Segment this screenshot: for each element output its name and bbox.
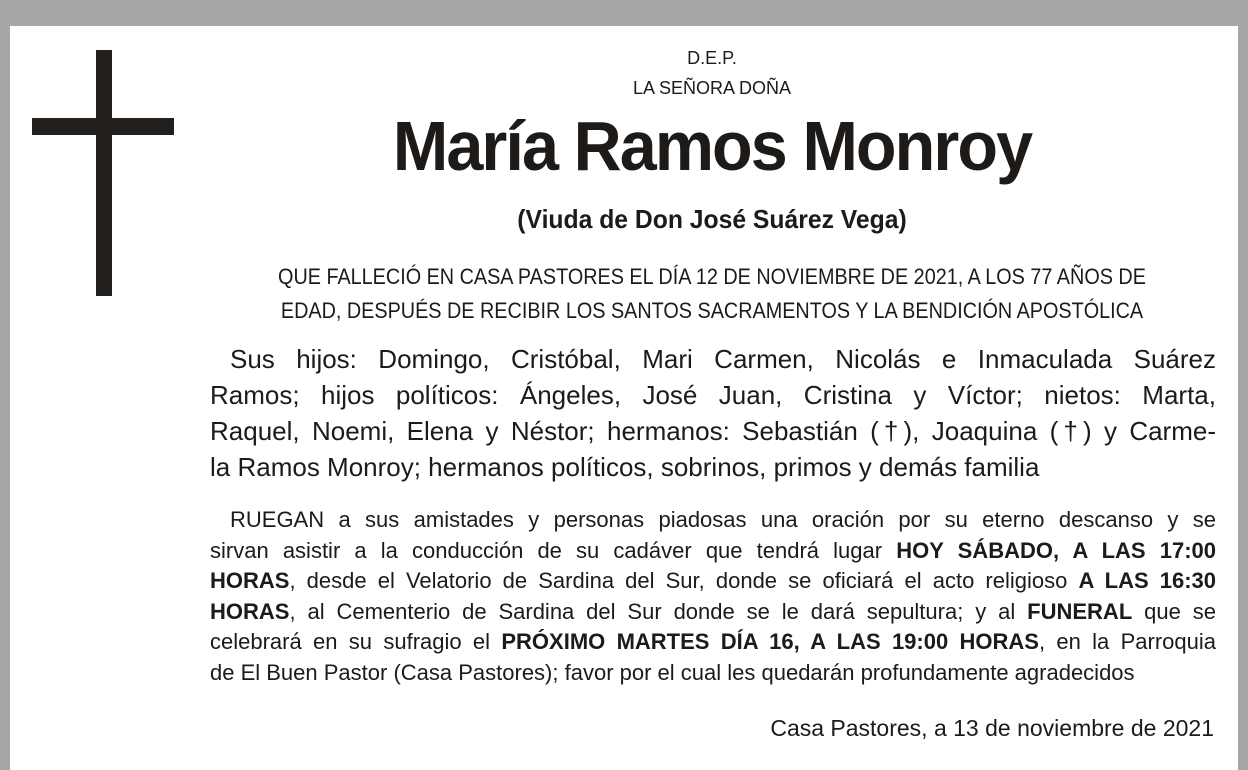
family-line: la Ramos Monroy; hermanos políticos, sobrinos, primos y demás familia xyxy=(210,452,1040,482)
family-paragraph xyxy=(210,342,1216,486)
request-line: HORAS, al Cementerio de Sardina del Sur donde se le dará sepultura; y al FUNERAL que se xyxy=(210,598,1216,624)
dep-heading: D.E.P. xyxy=(687,48,737,68)
family-line: Sus hijos: Domingo, Cristóbal, Mari Carmen, Nicolás e Inmaculada Suárez xyxy=(230,344,1216,374)
request-line: celebrará en su sufragio el PRÓXIMO MARTES DÍA 16, A LAS 19:00 HORAS, en la Parroquia xyxy=(210,629,1216,654)
request-line: sirvan asistir a la conducción de su cadáver que tendrá lugar HOY SÁBADO, A LAS 17:00 xyxy=(210,537,1216,563)
request-line: RUEGAN a sus amistades y personas piadosas una oración por su eterno descanso y se xyxy=(230,507,1216,532)
deceased-name: María Ramos Monroy xyxy=(392,107,1032,185)
latin-cross-icon xyxy=(96,50,112,296)
honorific: LA SEÑORA DOÑA xyxy=(632,78,792,98)
death-notice-line-2: EDAD, DESPUÉS DE RECIBIR LOS SANTOS SACRAMENTOS Y LA BENDICIÓN APOSTÓLICA xyxy=(280,298,1144,323)
family-line: Raquel, Noemi, Elena y Néstor; hermanos: Sebastián (†), Joaquina (†) y Carme- xyxy=(210,416,1216,446)
place-date: Casa Pastores, a 13 de noviembre de 2021 xyxy=(770,715,1214,741)
death-notice-line-1: QUE FALLECIÓ EN CASA PASTORES EL DÍA 12 DE NOVIEMBRE DE 2021, A LOS 77 AÑOS DE xyxy=(278,264,1146,289)
request-line: HORAS, desde el Velatorio de Sardina del Sur, donde se oficiará el acto religioso A LAS 16:30 xyxy=(210,568,1216,593)
latin-cross-icon-bar xyxy=(32,118,174,135)
widow-note: (Viuda de Don José Suárez Vega) xyxy=(517,204,907,234)
request-paragraph xyxy=(210,505,1216,688)
request-line: de El Buen Pastor (Casa Pastores); favor por el cual les quedarán profundamente agradecidos xyxy=(210,659,1135,685)
family-line: Ramos; hijos políticos: Ángeles, José Juan, Cristina y Víctor; nietos: Marta, xyxy=(210,380,1216,410)
